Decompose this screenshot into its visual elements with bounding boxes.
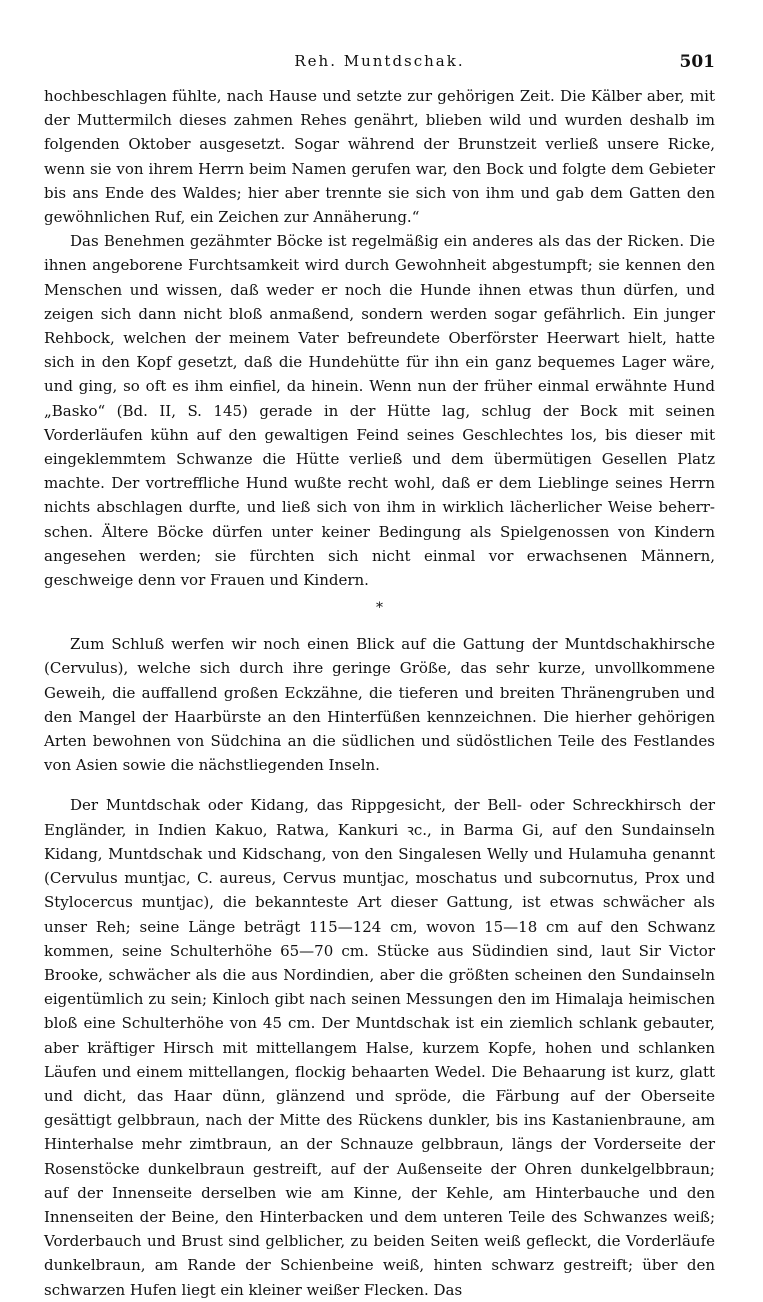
header-title: Reh. Muntdschak.	[294, 52, 465, 70]
paragraph-gap	[44, 777, 715, 793]
section-separator: *	[376, 600, 383, 617]
running-head	[44, 52, 715, 82]
page-number: 501	[679, 52, 715, 72]
paragraph-muntjac-description: Der Muntdschak oder Kidang, das Rippgesicht, der Bell- oder Schreckhirsch der Engländer, in Indien Kakuo, Ratwa, Kankuri ꝛc., in Barma Gi, auf den Sundainseln Kidang, Muntdschak und Kidschang, von den Singalesen Welly und Hulamuha genannt (Cervulus muntjac, C. aureus, Cervus muntjac, moschatus und subcornutus, Prox und Stylocercus muntjac), die bekannteste Art dieser Gattung, ist etwas schwächer als unser Reh; seine Länge beträgt 115—124 cm, wovon 15—18 cm auf den Schwanz kommen, seine Schulterhöhe 65—70 cm. Stücke aus Südindien sind, laut Sir Victor Brooke, schwächer als die aus Nordindien, aber die größten scheinen den Sundainseln eigentümlich zu sein; Kinloch gibt nach seinen Messungen den im Himalaja heimischen bloß eine Schulterhöhe von 45 cm. Der Muntdschak ist ein ziemlich schlank gebauter, aber kräftiger Hirsch mit mittellangem Halse, kurzem Kopfe, hohen und schlanken Läufen und einem mittellangen, flockig behaarten Wedel. Die Behaarung ist kurz, glatt und dicht, das Haar dünn, glänzend und spröde, die Färbung auf der Oberseite gesättigt gelbbraun, nach der Mitte des Rückens dunkler, bis ins Kastanienbraune, am Hinterhalse mehr zimtbraun, an der Schnauze gelbbraun, längs der Vorderseite der Rosenstöcke dunkelbraun gestreift, auf der Außenseite der Ohren dunkelgelbbraun; auf der Innenseite derselben wie am Kinne, der Kehle, am Hinterbauche und den Innenseiten der Beine, den Hinterbacken und dem unteren Teile des Schwanzes weiß; Vorderbauch und Brust sind gelblicher, zu beiden Seiten weiß gefleckt, die Vorderläufe dunkelbraun, am Rande der Schienbeine weiß, hinten schwarz gestreift; über den schwarzen Hufen liegt ein kleiner weißer Flecken. Das	[44, 796, 715, 1299]
paragraph-continuation: hochbeschlagen fühlte, nach Hause und setzte zur gehörigen Zeit. Die Kälber aber, mit der Muttermilch dieses zahmen Rehes genährt, blieben wild und wurden deshalb im folgenden Oktober ausgesetzt. Sogar während der Brunstzeit verließ unsere Ricke, wenn sie von ihrem Herrn beim Namen gerufen war, den Bock und folgte dem Gebieter bis ans Ende des Waldes; hier aber trennte sie sich von ihm und gab dem Gatten den gewöhnlichen Ruf, ein Zeichen zur Annäherung.“	[44, 87, 715, 227]
paragraph-tame-bucks: Das Benehmen gezähmter Böcke ist regelmäßig ein anderes als das der Ricken. Die ihnen angeborene Furchtsamkeit wird durch Gewohnheit abgestumpft; sie kennen den Menschen und wissen, daß weder er noch die Hunde ihnen etwas thun dürfen, und zeigen sich dann nicht bloß anmaßend, sondern werden sogar gefährlich. Ein junger Rehbock, welchen der meinem Vater befreundete Oberförster Heerwart hielt, hatte sich in den Kopf gesetzt, daß die Hundehütte für ihn ein ganz bequemes Lager wäre, und ging, so oft es ihm einfiel, da hinein. Wenn nun der früher einmal erwähnte Hund „Basko“ (Bd. II, S. 145) gerade in der Hütte lag, schlug der Bock mit seinen Vorderläufen kühn auf den gewaltigen Feind seines Geschlechtes los, bis dieser mit eingeklemmtem Schwanze die Hütte verließ und dem übermütigen Gesellen Platz machte. Der vortreffliche Hund wußte recht wohl, daß er dem Lieblinge seines Herrn nichts abschlagen durfte, und ließ sich von ihm in wirklich lächerlicher Weise beherrschen. Ältere Böcke dürfen unter keiner Bedingung als Spielgenossen von Kindern angesehen werden; sie fürchten sich nicht einmal vor erwachsenen Männern, geschweige denn vor Frauen und Kindern.	[44, 232, 715, 590]
page-body	[44, 84, 715, 1302]
paragraph-muntjac-genus: Zum Schluß werfen wir noch einen Blick auf die Gattung der Muntdschakhirsche (Cervulus), welche sich durch ihre geringe Größe, das sehr kurze, unvollkommene Geweih, die auffallend großen Eckzähne, die tieferen und breiten Thränengruben und den Mangel der Haarbürste an den Hinterfüßen kennzeichnen. Die hierher gehörigen Arten bewohnen von Südchina an die südlichen und südöstlichen Teile des Festlandes von Asien sowie die nächstliegenden Inseln.	[44, 635, 715, 775]
